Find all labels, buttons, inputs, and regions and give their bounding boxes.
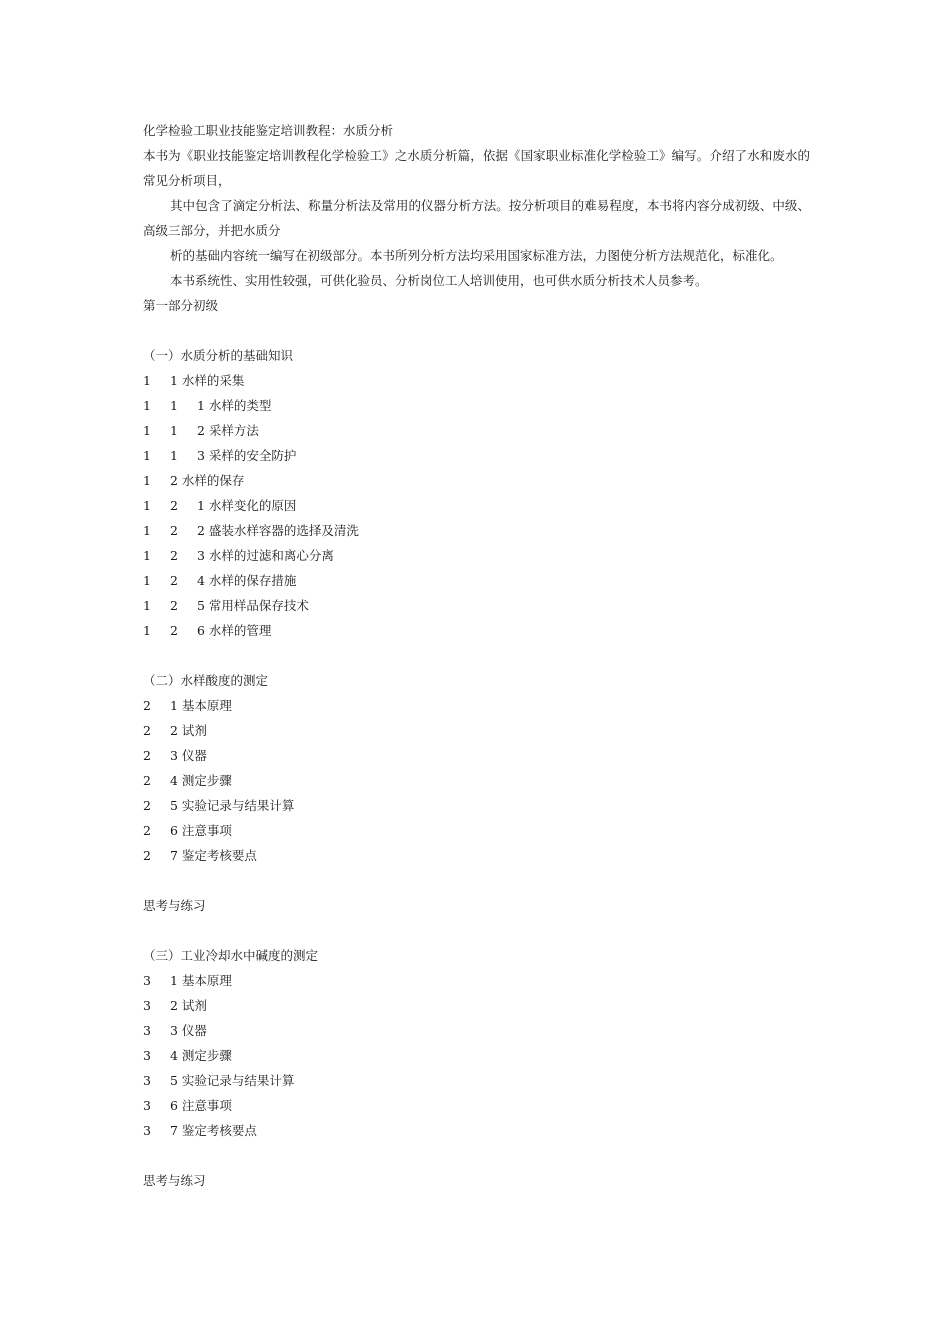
toc-number-level2: 5 实验记录与结果计算	[170, 1073, 295, 1088]
toc-number-level1: 2	[143, 723, 151, 738]
toc-number-level1: 1	[143, 448, 151, 463]
toc-number-level2: 2 试剂	[170, 998, 207, 1013]
intro-paragraph-3: 析的基础内容统一编写在初级部分。本书所列分析方法均采用国家标准方法，力图使分析方法规范化，标准化。	[170, 248, 783, 263]
spacer	[143, 643, 810, 668]
toc-number-level2: 2	[170, 598, 178, 613]
toc-number-level1: 3	[143, 998, 151, 1013]
toc-row	[143, 1068, 810, 1093]
toc-number-level2: 2	[170, 623, 178, 638]
toc-row	[143, 818, 810, 843]
toc-number-level1: 1	[143, 498, 151, 513]
section1-heading: （一）水质分析的基础知识	[143, 348, 294, 363]
toc-number-level1: 3	[143, 1048, 151, 1063]
spacer	[143, 1143, 810, 1168]
toc-number-level1: 1	[143, 373, 151, 388]
toc-number-level1: 1	[143, 548, 151, 563]
toc-number-level2: 6 注意事项	[170, 1098, 232, 1113]
toc-number-level2: 5 实验记录与结果计算	[170, 798, 295, 813]
toc-row	[143, 843, 810, 868]
spacer	[143, 918, 810, 943]
toc-number-level2: 1 水样的采集	[170, 373, 245, 388]
document-page	[143, 118, 810, 1193]
section1-list	[143, 368, 810, 643]
toc-entry-level3: 3 采样的安全防护	[197, 448, 297, 463]
toc-number-level2: 2	[170, 498, 178, 513]
document-title: 化学检验工职业技能鉴定培训教程：水质分析	[143, 123, 394, 138]
toc-row	[143, 768, 810, 793]
section3-list	[143, 968, 810, 1143]
toc-row	[143, 468, 810, 493]
toc-entry-level3: 2 盛装水样容器的选择及清洗	[197, 523, 359, 538]
toc-number-level2: 2	[170, 573, 178, 588]
toc-number-level1: 2	[143, 748, 151, 763]
section2-heading: （二）水样酸度的测定	[143, 673, 269, 688]
toc-number-level1: 3	[143, 1123, 151, 1138]
toc-number-level2: 1	[170, 398, 178, 413]
toc-number-level1: 2	[143, 798, 151, 813]
toc-row	[143, 968, 810, 993]
toc-number-level2: 7 鉴定考核要点	[170, 1123, 257, 1138]
section2-list	[143, 693, 810, 868]
toc-number-level2: 2 水样的保存	[170, 473, 245, 488]
toc-number-level2: 4 测定步骤	[170, 1048, 232, 1063]
toc-entry-level3: 2 采样方法	[197, 423, 259, 438]
toc-entry-level3: 5 常用样品保存技术	[197, 598, 309, 613]
toc-row	[143, 443, 810, 468]
toc-row	[143, 743, 810, 768]
toc-number-level2: 3 仪器	[170, 1023, 207, 1038]
toc-number-level1: 3	[143, 973, 151, 988]
toc-number-level1: 1	[143, 423, 151, 438]
toc-number-level2: 1 基本原理	[170, 973, 232, 988]
toc-number-level1: 3	[143, 1023, 151, 1038]
toc-row	[143, 568, 810, 593]
toc-number-level1: 1	[143, 623, 151, 638]
section3-heading: （三）工业冷却水中碱度的测定	[143, 948, 319, 963]
toc-row	[143, 518, 810, 543]
toc-row	[143, 393, 810, 418]
intro-paragraph-1: 本书为《职业技能鉴定培训教程化学检验工》之水质分析篇，依据《国家职业标准化学检验工》编写。介绍了水和废水的常见分析项目，	[143, 148, 810, 188]
toc-row	[143, 618, 810, 643]
toc-row	[143, 543, 810, 568]
toc-entry-level3: 1 水样变化的原因	[197, 498, 297, 513]
toc-entry-level3: 6 水样的管理	[197, 623, 272, 638]
toc-row	[143, 1018, 810, 1043]
toc-entry-level3: 1 水样的类型	[197, 398, 272, 413]
toc-number-level2: 1	[170, 448, 178, 463]
spacer	[143, 318, 810, 343]
toc-number-level1: 2	[143, 823, 151, 838]
toc-row	[143, 793, 810, 818]
toc-number-level1: 3	[143, 1073, 151, 1088]
part-title: 第一部分初级	[143, 298, 219, 313]
intro-paragraph-4: 本书系统性、实用性较强，可供化验员、分析岗位工人培训使用，也可供水质分析技术人员参考。	[170, 273, 708, 288]
toc-row	[143, 593, 810, 618]
section3-exercise: 思考与练习	[143, 1173, 206, 1188]
toc-number-level1: 1	[143, 573, 151, 588]
toc-number-level2: 7 鉴定考核要点	[170, 848, 257, 863]
toc-row	[143, 693, 810, 718]
toc-number-level1: 1	[143, 473, 151, 488]
toc-number-level2: 1	[170, 423, 178, 438]
toc-number-level2: 3 仪器	[170, 748, 207, 763]
toc-number-level2: 2	[170, 523, 178, 538]
toc-number-level1: 2	[143, 773, 151, 788]
toc-number-level1: 2	[143, 698, 151, 713]
toc-number-level1: 1	[143, 598, 151, 613]
toc-row	[143, 1118, 810, 1143]
toc-number-level2: 6 注意事项	[170, 823, 232, 838]
spacer	[143, 868, 810, 893]
toc-row	[143, 493, 810, 518]
toc-entry-level3: 4 水样的保存措施	[197, 573, 297, 588]
toc-number-level1: 1	[143, 523, 151, 538]
toc-row	[143, 368, 810, 393]
toc-row	[143, 1093, 810, 1118]
toc-number-level1: 2	[143, 848, 151, 863]
toc-number-level2: 2 试剂	[170, 723, 207, 738]
intro-paragraph-2: 其中包含了滴定分析法、称量分析法及常用的仪器分析方法。按分析项目的难易程度，本书将内容分成初级、中级、高级三部分，并把水质分	[143, 198, 810, 238]
toc-row	[143, 718, 810, 743]
toc-number-level2: 1 基本原理	[170, 698, 232, 713]
toc-entry-level3: 3 水样的过滤和离心分离	[197, 548, 334, 563]
section2-exercise: 思考与练习	[143, 898, 206, 913]
toc-number-level2: 2	[170, 548, 178, 563]
toc-row	[143, 418, 810, 443]
toc-number-level1: 1	[143, 398, 151, 413]
toc-row	[143, 993, 810, 1018]
toc-number-level1: 3	[143, 1098, 151, 1113]
toc-row	[143, 1043, 810, 1068]
toc-number-level2: 4 测定步骤	[170, 773, 232, 788]
